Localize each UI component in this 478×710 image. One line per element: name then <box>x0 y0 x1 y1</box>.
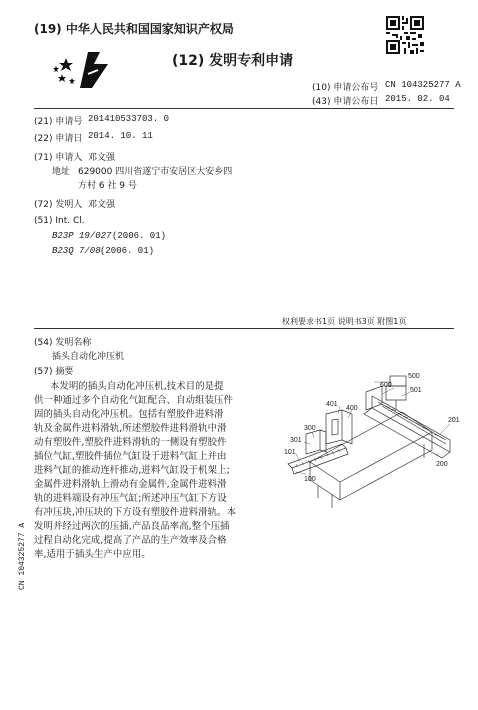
label-600: 600 <box>380 382 392 389</box>
ipc-version-2: (2006. 01) <box>100 246 155 256</box>
abstract-line: 有冲压块,冲压块的下方设有塑胶件进料滑轨。本 <box>34 507 237 518</box>
label-200: 200 <box>436 461 448 468</box>
label-101: 101 <box>284 449 296 456</box>
abstract-line: 插位气缸,塑胶件插位气缸设于进料气缸上并由 <box>34 451 227 462</box>
office-title: (19) 中华人民共和国国家知识产权局 <box>34 22 234 36</box>
pub-date-label: (43) 申请公布日 <box>312 97 379 107</box>
inventor-label: (72) 发明人 <box>34 200 83 210</box>
abstract-line: 轨及金属件进料滑轨,所述塑胶件进料滑轨中滑 <box>34 423 227 434</box>
invention-title: 插头自动化冲压机 <box>52 352 125 362</box>
abstract-line: 固的插头自动化冲压机。包括有塑胶件进料滑 <box>34 409 224 420</box>
ipc-label: (51) Int. Cl. <box>34 216 85 226</box>
label-301: 301 <box>290 437 302 444</box>
inventor: 邓文强 <box>88 200 116 210</box>
ipc-code-2: B23Q 7/08 <box>52 246 101 256</box>
abstract-line: 轨的进料端设有冲压气缸;所述冲压气缸下方设 <box>34 493 227 504</box>
page-counts: 权利要求书1页 说明书3页 附图1页 <box>282 317 407 326</box>
label-500: 500 <box>408 373 420 380</box>
label-300: 300 <box>304 425 316 432</box>
app-number: 201410533703. 0 <box>88 114 170 124</box>
label-401: 401 <box>326 401 338 408</box>
pub-number: CN 104325277 A <box>385 80 461 90</box>
address-line-1: 629000 四川省遂宁市安居区大安乡四 <box>78 167 233 177</box>
abstract-line: 动有塑胶件,塑胶件进料滑轨的一侧设有塑胶件 <box>34 437 227 448</box>
app-number-label: (21) 申请号 <box>34 117 83 127</box>
address-label: 地址 <box>52 167 71 177</box>
header-divider <box>34 108 454 109</box>
pub-date: 2015. 02. 04 <box>385 94 450 104</box>
qr-code-icon <box>386 16 424 54</box>
abstract-line: 进料气缸的推动连杆推动,进料气缸设于机架上; <box>34 465 230 476</box>
ipc-version-1: (2006. 01) <box>112 231 167 241</box>
pub-number-label: (10) 申请公布号 <box>312 83 379 93</box>
abstract-line: 本发明的插头自动化冲压机,技术目的是提 <box>50 381 224 392</box>
label-201: 201 <box>448 417 460 424</box>
side-pub-number: CN 104325277 A <box>18 522 27 590</box>
ipc-code-1: B23P 19/027 <box>52 231 112 241</box>
abstract-line: 率,适用于插头生产中应用。 <box>34 549 151 560</box>
title-label: (54) 发明名称 <box>34 338 92 348</box>
abstract-line: 发明并经过两次的压插,产品良品率高,整个压插 <box>34 521 230 532</box>
section-divider <box>34 328 454 329</box>
applicant: 邓文强 <box>88 153 116 163</box>
address-line-2: 方村 6 社 9 号 <box>78 181 137 191</box>
label-100: 100 <box>304 476 316 483</box>
filing-date: 2014. 10. 11 <box>88 131 153 141</box>
abstract-label: (57) 摘要 <box>34 367 74 377</box>
filing-date-label: (22) 申请日 <box>34 134 83 144</box>
abstract-line: 金属件进料滑轨上滑动有金属件,金属件进料滑 <box>34 479 227 490</box>
abstract-line: 供一种通过多个自动化气缸配合、自动组装压件 <box>34 395 233 406</box>
cnipa-logo-icon <box>52 44 116 92</box>
document-type: (12) 发明专利申请 <box>172 53 294 69</box>
abstract-line: 过程自动化完成,提高了产品的生产效率及合格 <box>34 535 227 546</box>
applicant-label: (71) 申请人 <box>34 153 83 163</box>
label-501: 501 <box>410 387 422 394</box>
machine-drawing <box>282 370 462 520</box>
label-400: 400 <box>346 405 358 412</box>
